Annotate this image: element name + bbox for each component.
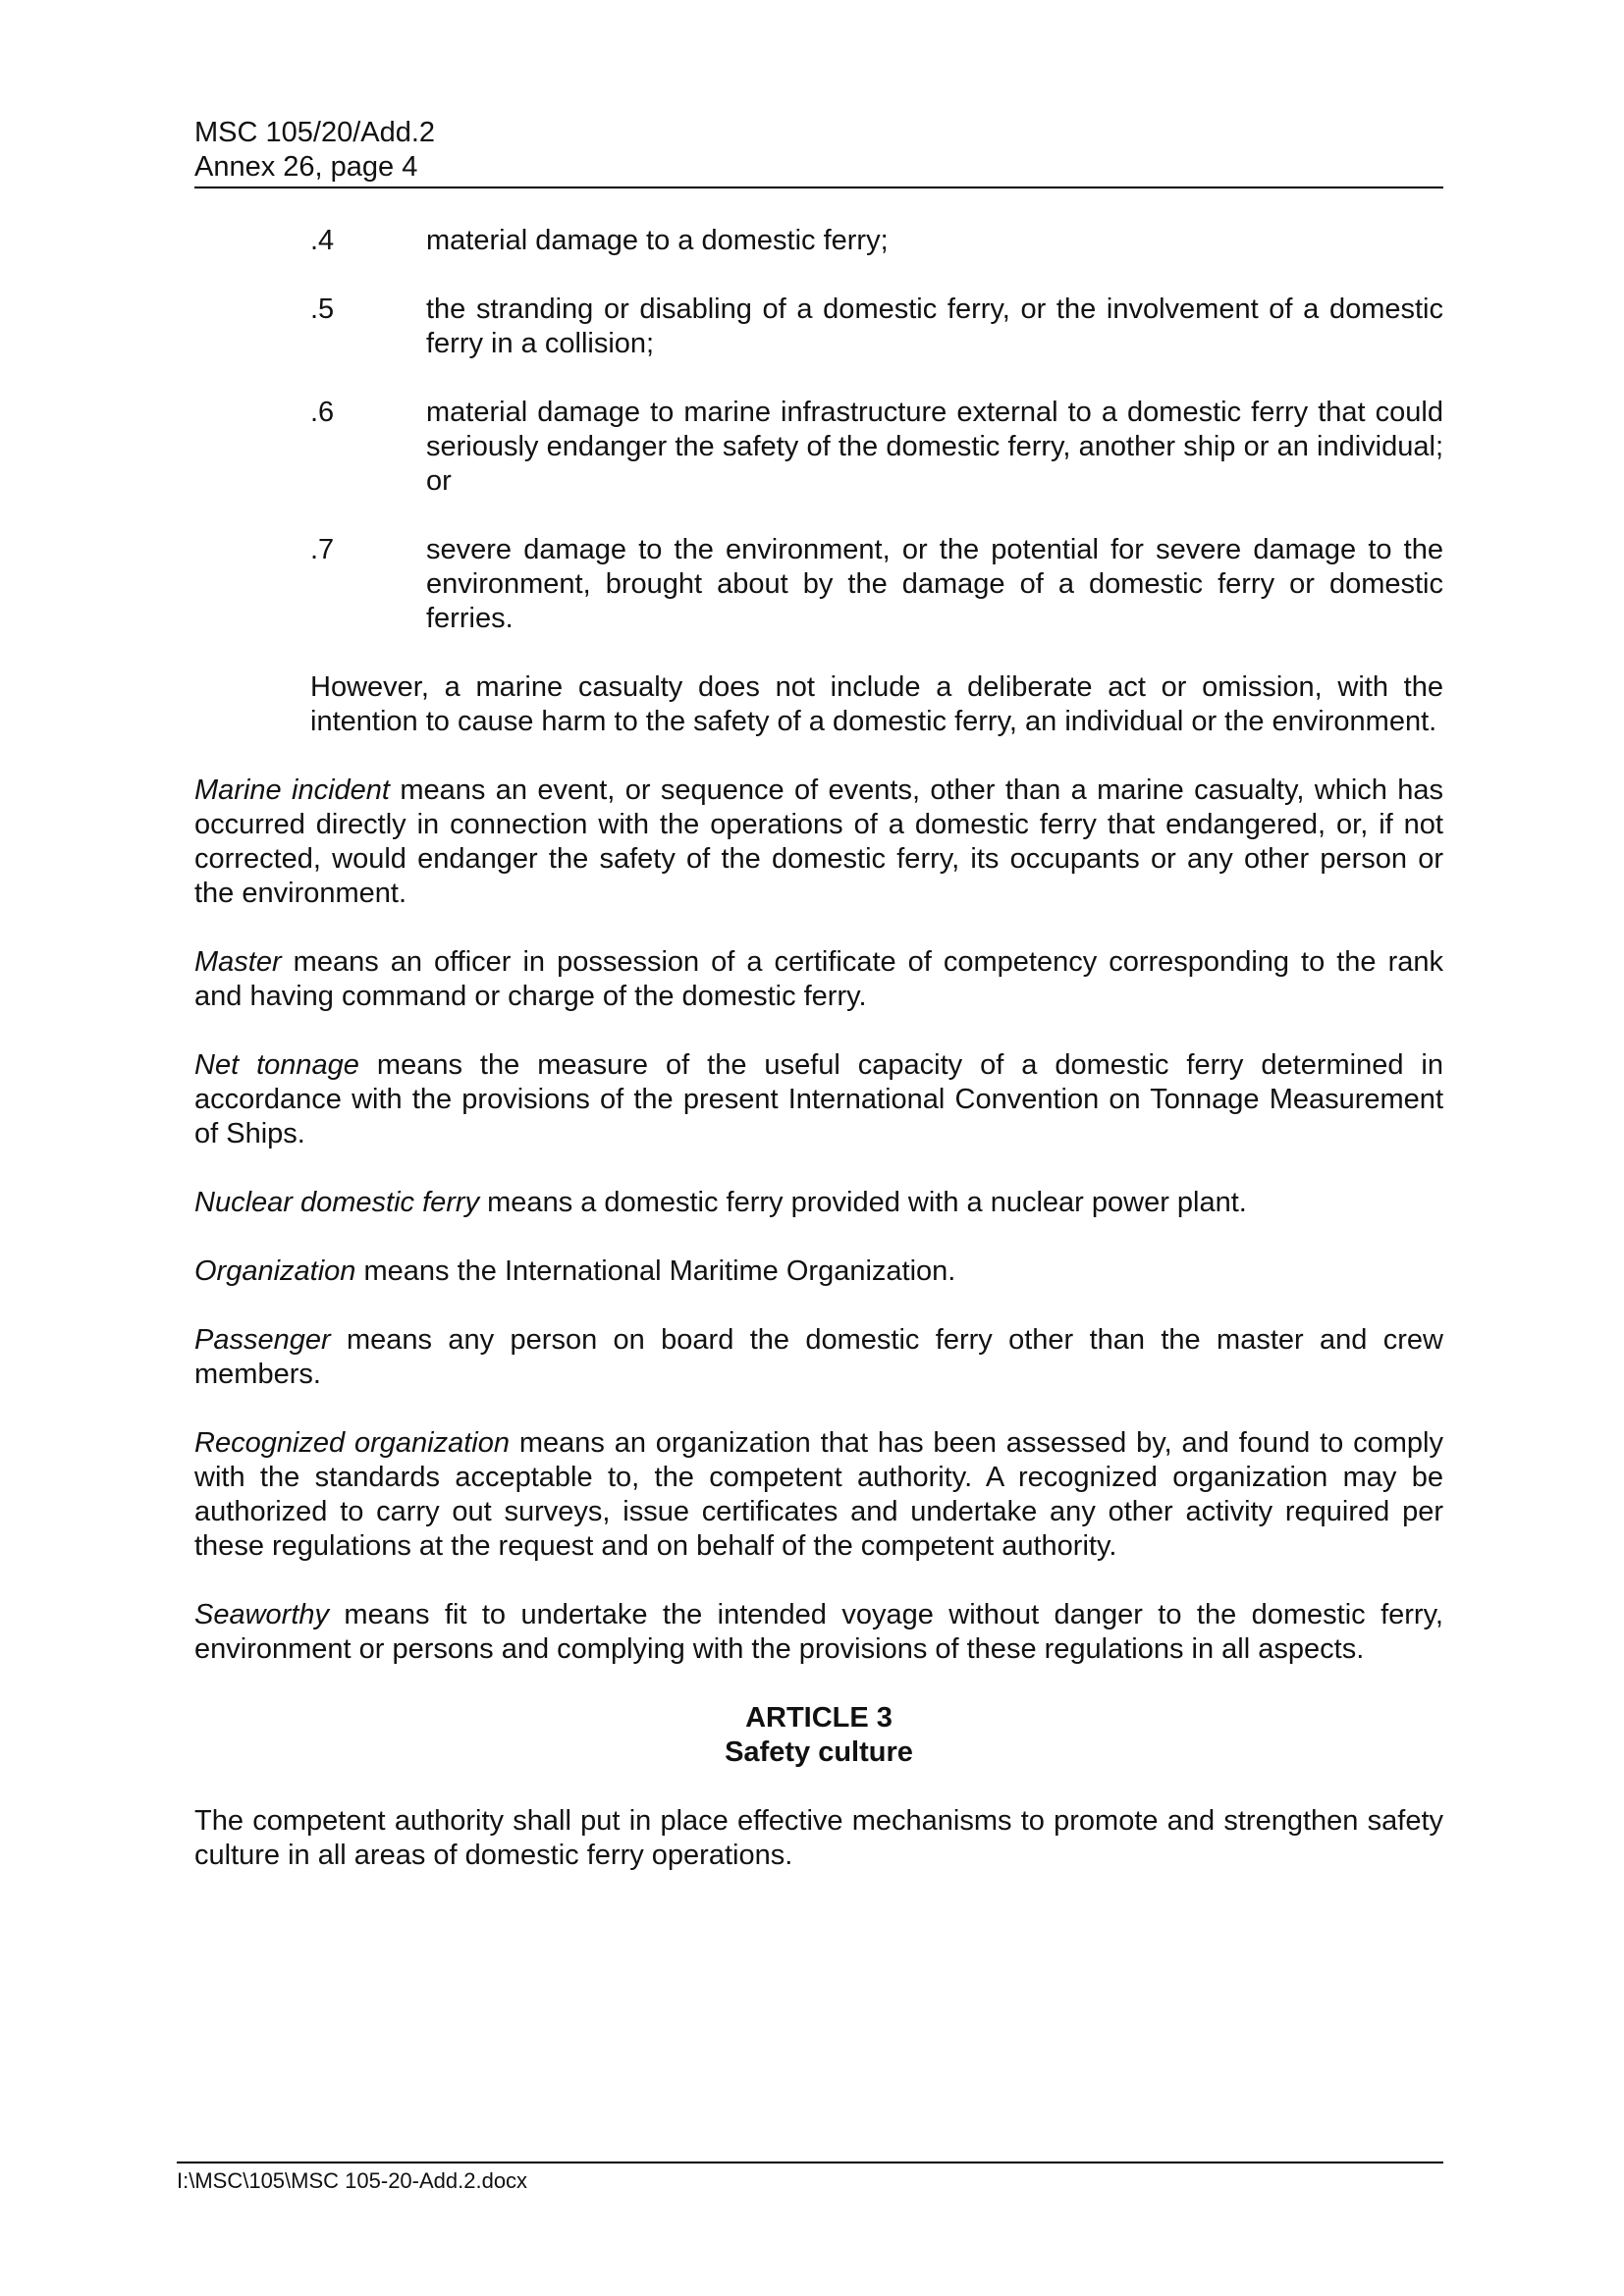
definition-text: means any person on board the domestic ferry other than the master and crew members. (194, 1324, 1443, 1390)
definition-passenger (194, 1323, 1443, 1392)
definition-text: means fit to undertake the intended voyage without danger to the domestic ferry, environment or persons and complying with the provisions of these regulations in all aspects. (194, 1599, 1443, 1665)
item-text: material damage to a domestic ferry; (426, 225, 889, 256)
item-text: the stranding or disabling of a domestic ferry, or the involvement of a domestic ferry in a collision; (426, 294, 1443, 359)
definition-recognized-organization (194, 1426, 1443, 1564)
definition-net-tonnage (194, 1048, 1443, 1151)
definition-text: means a domestic ferry provided with a nuclear power plant. (479, 1187, 1247, 1218)
document-body (194, 224, 1443, 1907)
document-symbol: MSC 105/20/Add.2 (194, 117, 436, 148)
definition-term: Recognized organization (194, 1427, 510, 1459)
item-text: material damage to marine infrastructure external to a domestic ferry that could seriously endanger the safety of the domestic ferry, another ship or an individual; or (426, 397, 1443, 497)
article-number: ARTICLE 3 (745, 1702, 893, 1734)
page-footer (177, 2162, 1443, 2195)
definition-text: means an officer in possession of a certificate of competency corresponding to the rank and having command or charge of the domestic ferry. (194, 946, 1443, 1012)
definition-master (194, 945, 1443, 1014)
page-header (194, 116, 1443, 188)
definition-organization (194, 1255, 1443, 1289)
definition-text: means an organization that has been assessed by, and found to comply with the standards acceptable to, the competent authority. A recognized organization may be authorized to carry out surveys, issue certificates and undertake any other activity required per these regulations at the request and on behalf of the competent authority. (194, 1427, 1444, 1562)
definition-text: means the measure of the useful capacity of a domestic ferry determined in accordance with the provisions of the present International Convention on Tonnage Measurement of Ships. (194, 1049, 1444, 1149)
definition-term: Net tonnage (194, 1049, 359, 1081)
definition-seaworthy (194, 1598, 1443, 1667)
definition-term: Organization (194, 1255, 356, 1287)
definition-text: means the International Maritime Organization. (355, 1255, 956, 1287)
article-title: Safety culture (725, 1736, 913, 1768)
item-number: .5 (310, 294, 335, 325)
definition-term: Nuclear domestic ferry (194, 1187, 480, 1218)
item-number: .4 (310, 225, 335, 256)
item-number: .6 (310, 397, 335, 428)
definition-nuclear-domestic-ferry (194, 1186, 1443, 1220)
definition-text: means an event, or sequence of events, other than a marine casualty, which has occurred directly in connection with the operations of a domestic ferry that endangered, or, if not corrected, would endanger the safety of the domestic ferry, its occupants or any other person or the environment. (194, 774, 1444, 909)
article-body: The competent authority shall put in place effective mechanisms to promote and strengthen safety culture in all areas of domestic ferry operations. (194, 1805, 1443, 1871)
however-paragraph: However, a marine casualty does not include a deliberate act or omission, with the intention to cause harm to the safety of a domestic ferry, an individual or the environment. (310, 671, 1443, 737)
definition-marine-incident (194, 774, 1443, 911)
list-item (194, 396, 1443, 499)
article-heading (194, 1701, 1443, 1770)
item-number: .7 (310, 534, 335, 565)
definition-term: Master (194, 946, 282, 978)
definition-term: Passenger (194, 1324, 331, 1356)
item-text: severe damage to the environment, or the potential for severe damage to the environment, brought about by the damage of a domestic ferry or domestic ferries. (426, 534, 1443, 634)
list-item (194, 293, 1443, 361)
file-path: I:\MSC\105\MSC 105-20-Add.2.docx (177, 2168, 528, 2193)
list-item (194, 533, 1443, 636)
annex-page-label: Annex 26, page 4 (194, 151, 418, 183)
definition-term: Marine incident (194, 774, 390, 806)
definition-term: Seaworthy (194, 1599, 330, 1630)
list-item (194, 224, 1443, 258)
